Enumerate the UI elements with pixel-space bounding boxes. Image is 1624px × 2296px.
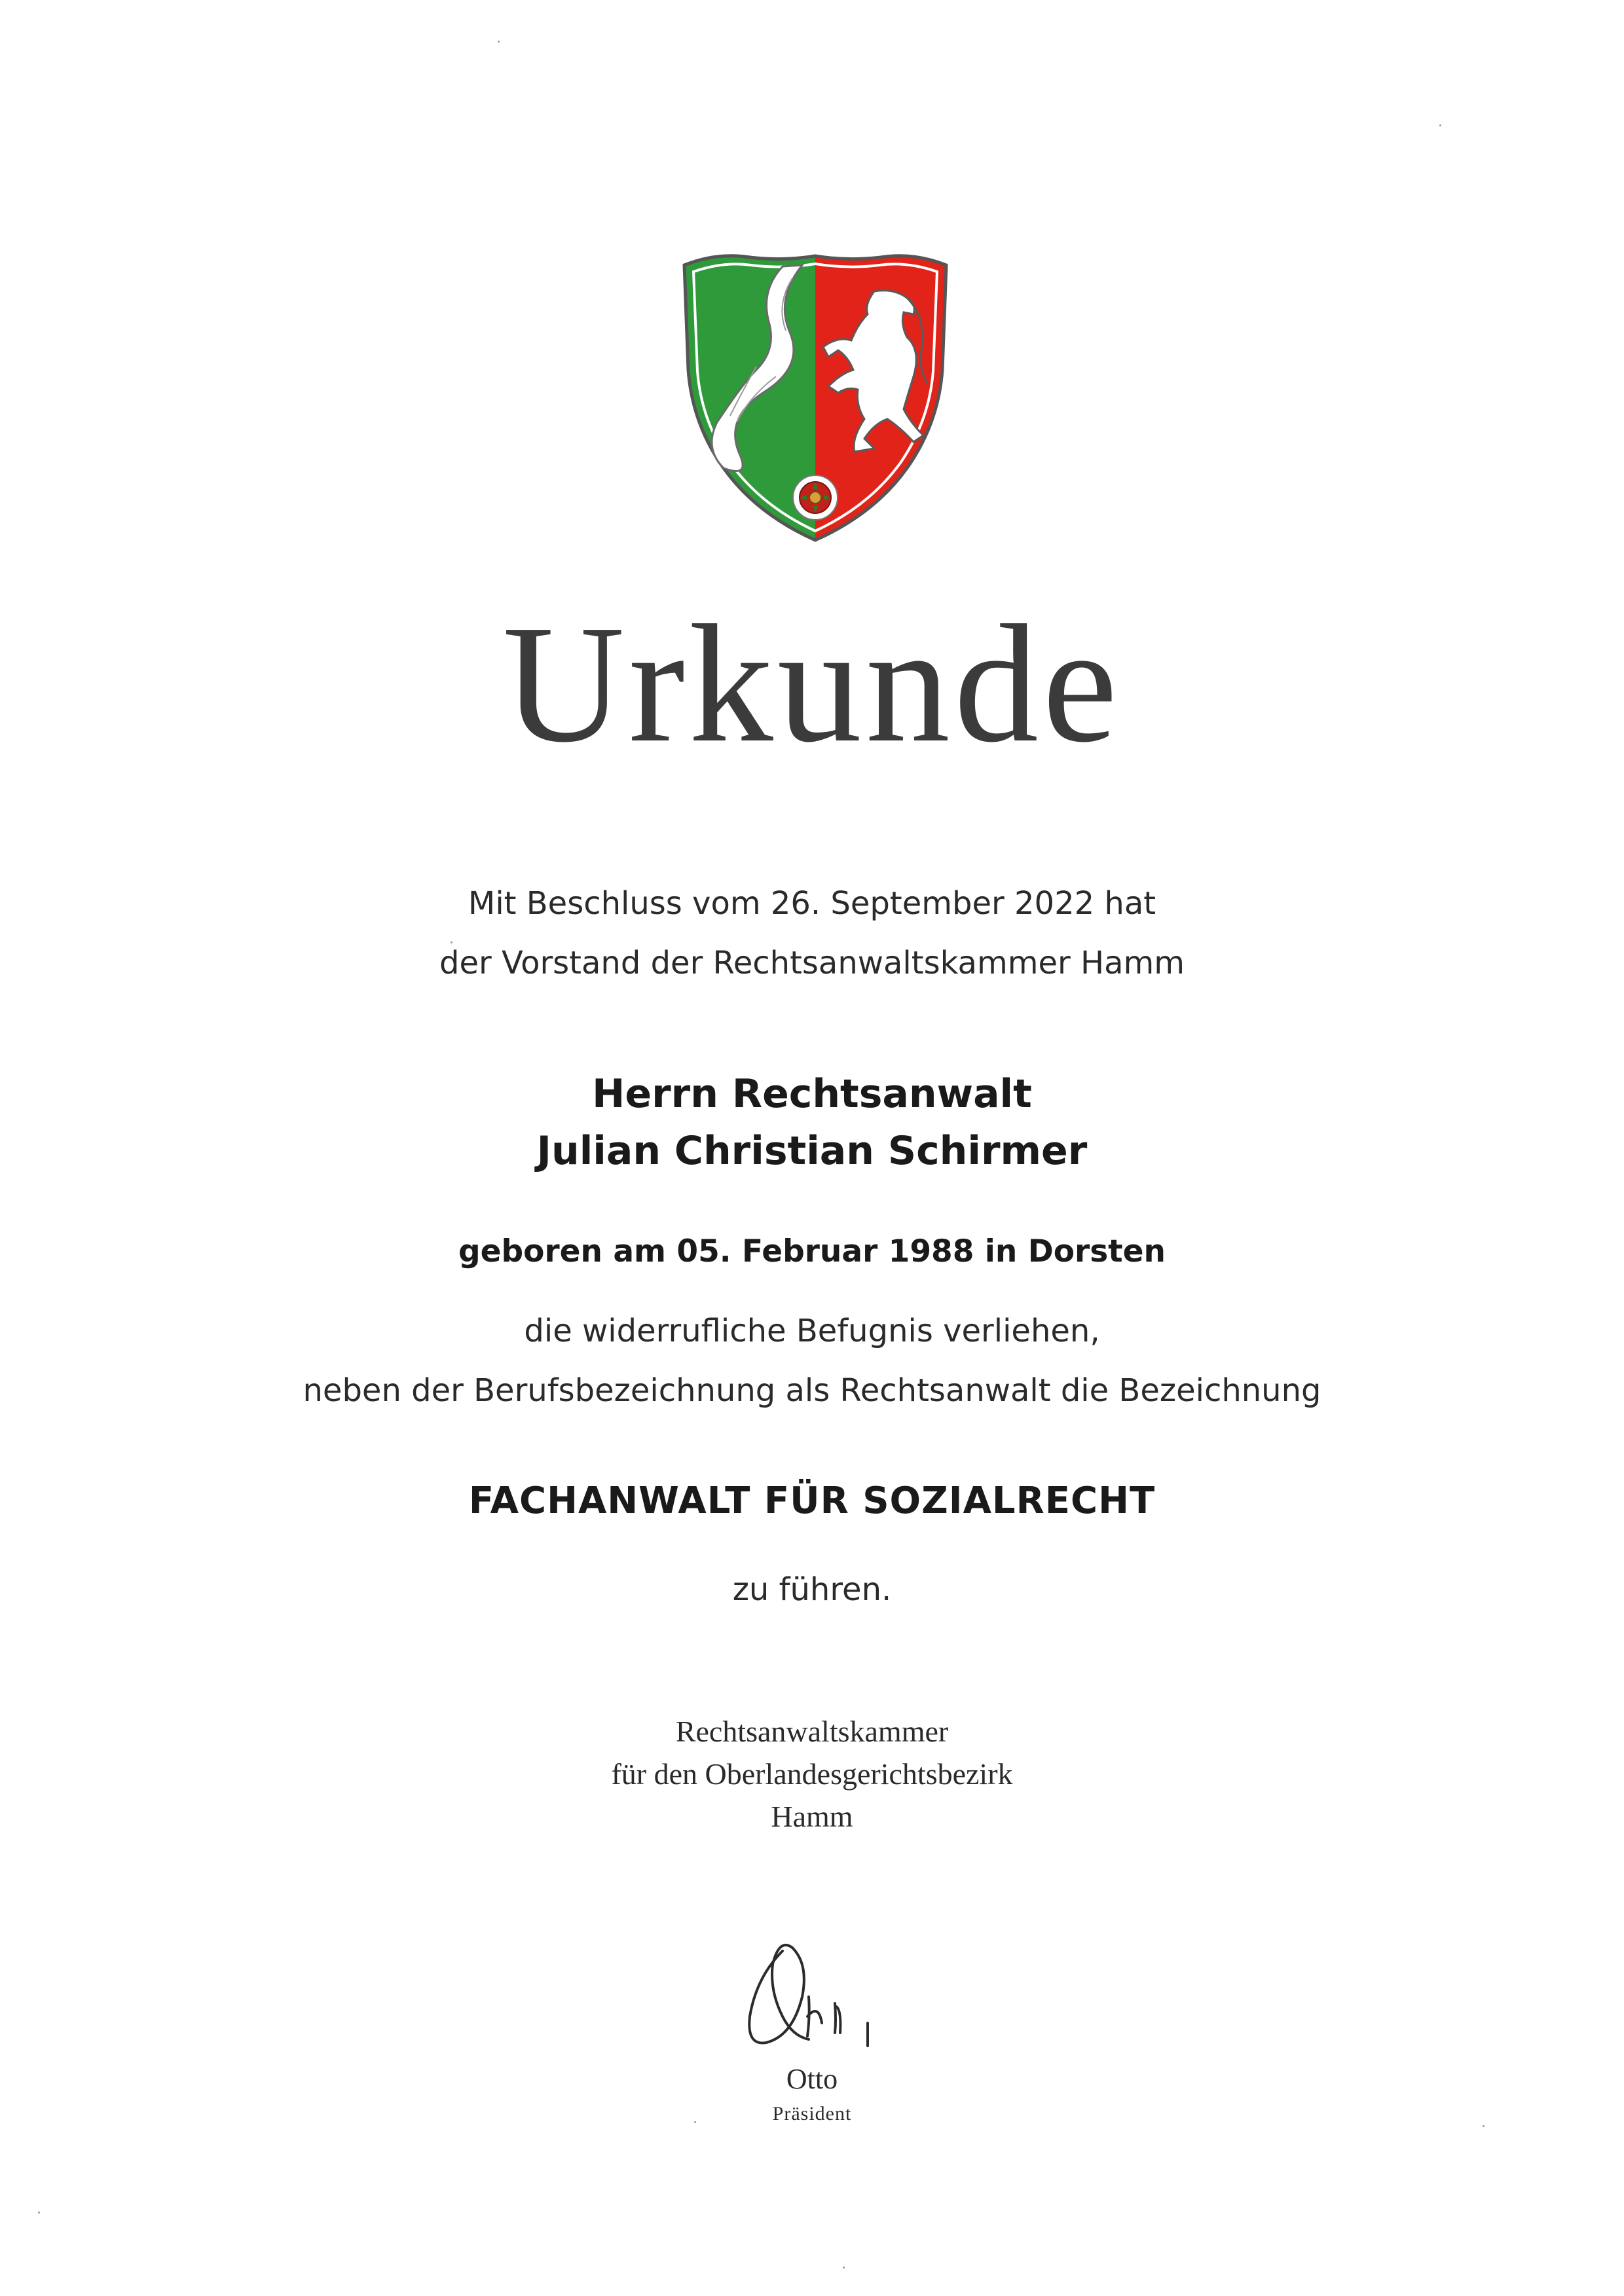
closing-line: zu führen. bbox=[732, 1571, 892, 1608]
certificate-title: Urkunde bbox=[502, 590, 1122, 777]
nrw-coat-of-arms-icon bbox=[678, 252, 953, 547]
signatory-name: Otto bbox=[786, 2063, 838, 2095]
scan-speck bbox=[451, 941, 452, 943]
recipient-salutation: Herrn Rechtsanwalt bbox=[592, 1071, 1032, 1117]
issuer-line-3: Hamm bbox=[771, 1800, 853, 1833]
recipient-name: Julian Christian Schirmer bbox=[536, 1128, 1088, 1174]
scan-speck bbox=[498, 41, 500, 43]
issuer-line-2: für den Oberlandesgerichtsbezirk bbox=[611, 1757, 1013, 1791]
scan-speck bbox=[1439, 124, 1441, 126]
resolution-line: Mit Beschluss vom 26. September 2022 hat bbox=[468, 885, 1156, 922]
scan-speck bbox=[694, 2121, 696, 2123]
signatory-role: Präsident bbox=[772, 2103, 852, 2124]
scan-speck bbox=[843, 2267, 845, 2269]
scan-speck bbox=[38, 2212, 40, 2214]
specialization-title: FACHANWALT FÜR SOZIALRECHT bbox=[468, 1480, 1156, 1522]
scan-speck bbox=[1483, 2125, 1485, 2127]
grant-line-1: die widerrufliche Befugnis verliehen, bbox=[524, 1313, 1100, 1349]
grant-line-2: neben der Berufsbezeichnung als Rechtsanwalt die Bezeichnung bbox=[303, 1372, 1321, 1409]
lippe-rose-icon bbox=[793, 475, 838, 520]
birth-line: geboren am 05. Februar 1988 in Dorsten bbox=[458, 1233, 1166, 1269]
board-line: der Vorstand der Rechtsanwaltskammer Hamm bbox=[439, 945, 1185, 981]
handwritten-signature bbox=[737, 1925, 887, 2069]
issuer-line-1: Rechtsanwaltskammer bbox=[675, 1715, 949, 1748]
